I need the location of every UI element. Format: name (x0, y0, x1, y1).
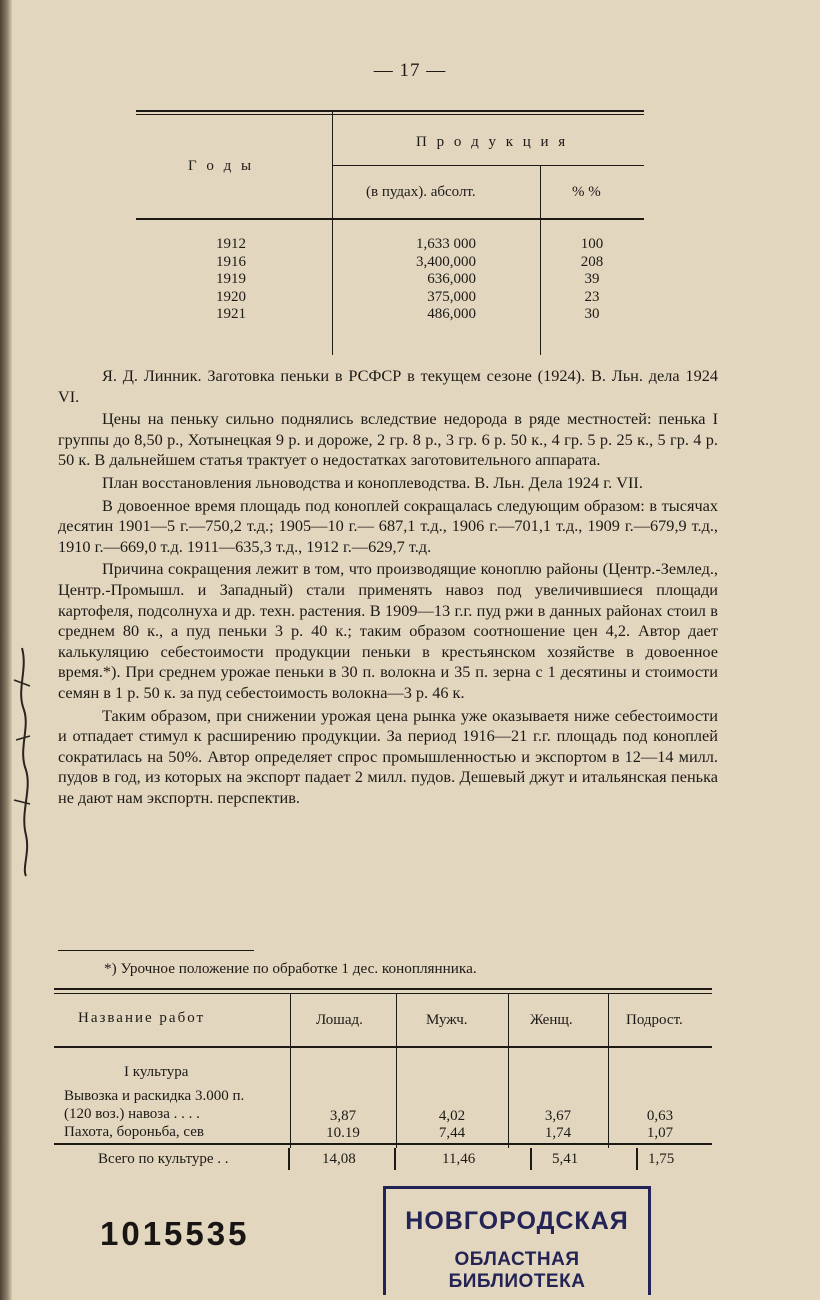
year-cell: 1921 (216, 306, 246, 322)
row-label: (120 воз.) навоза . . . . (64, 1106, 200, 1122)
value-cell: 7,44 (438, 1125, 466, 1141)
header-years: Г о д ы (188, 158, 255, 174)
header-absolute: (в пудах). абсолт. (366, 184, 476, 200)
percent-cell: 100 (580, 236, 604, 252)
table-top-rule (54, 988, 712, 990)
header-work-name: Название работ (78, 1010, 206, 1026)
table-total-rule (54, 1143, 712, 1145)
value-cell: 4,02 (438, 1108, 466, 1124)
paragraph: Таким образом, при снижении урожая цена рынка уже оказываетя ниже себестоимости и отпадает стимул к расширению продукции. За период 1916—21 г.г. площадь под коноплей сократилась на 50%. Автор определяет спрос промышленностью и экспортом в 12—14 милл. пудов в год, из которых на экспорт падает 2 милл. пудов. Дешевый джут и итальянская пенька не дают нам экспортн. перспектив. (58, 705, 718, 807)
total-label: Всего по культуре . . (98, 1151, 229, 1167)
youth-column (608, 1108, 712, 1142)
paragraph: Я. Д. Линник. Заготовка пеньки в РСФСР в текущем сезоне (1924). В. Льн. дела 1924 VI. (58, 366, 718, 406)
percent-cell: 208 (580, 253, 604, 270)
absolute-cell: 636,000 (427, 271, 476, 287)
body-text (58, 366, 718, 810)
absolute-column (398, 236, 476, 324)
table-top-rule (136, 110, 644, 112)
total-cell: 5,41 (552, 1151, 579, 1167)
absolute-cell: 486,000 (427, 306, 476, 322)
header-production: П р о д у к ц и я (416, 134, 569, 150)
stamp-line: НОВГОРОДСКАЯ (405, 1207, 629, 1235)
table-header-rule (136, 218, 644, 220)
total-divider (394, 1148, 396, 1170)
row-label: Вывозка и раскидка 3.000 п. (64, 1088, 245, 1104)
year-cell: 1919 (216, 271, 246, 287)
work-norms-table (54, 988, 712, 1178)
value-cell: 1,74 (544, 1125, 572, 1141)
section-title: I культура (124, 1064, 189, 1080)
paragraph: Цены на пеньку сильно поднялись вследствие недорода в ряде местностей: пенька I группы до 8,50 р., Хотынецкая 9 р. и дороже, 2 гр. 8 р., 3 гр. 6 р. 50 к., 4 гр. 5 р. 25 к., 5 гр. 4 р. 50 к. В дальнейшем статья трактует о недостатках заготовительного аппарата. (58, 409, 718, 470)
table-top-rule-thin (136, 114, 644, 115)
table-header-divider (333, 165, 644, 166)
value-cell: 0,63 (646, 1108, 674, 1124)
total-cell: 14,08 (322, 1151, 356, 1167)
header-women: Женщ. (530, 1012, 573, 1028)
paragraph: План восстановления льноводства и коноплеводства. В. Льн. Дела 1924 г. VII. (102, 472, 643, 492)
total-divider (530, 1148, 532, 1170)
row-label: Пахота, бороньба, сев (64, 1124, 204, 1140)
men-column (396, 1108, 508, 1142)
horse-column (290, 1108, 396, 1142)
table-top-rule-thin (54, 993, 712, 994)
header-percent: % % (572, 184, 601, 200)
absolute-cell: 3,400,000 (416, 253, 476, 270)
women-column (508, 1108, 608, 1142)
total-divider (636, 1148, 638, 1170)
value-cell: 10.19 (326, 1125, 360, 1141)
library-stamp (383, 1186, 651, 1295)
header-youth: Подрост. (626, 1012, 683, 1028)
value-cell: 3,67 (544, 1108, 572, 1124)
stamp-line: ОБЛАСТНАЯ БИБЛИОТЕКА (448, 1249, 586, 1292)
total-cell: 1,75 (648, 1151, 675, 1167)
footnote: *) Урочное положение по обработке 1 дес. коноплянника. (104, 960, 477, 977)
total-cell: 11,46 (442, 1151, 476, 1167)
table-column-divider-2 (540, 166, 541, 355)
absolute-cell: 375,000 (427, 288, 476, 305)
year-cell: 1912 (216, 236, 246, 252)
page-number: — 17 — (373, 60, 447, 81)
year-cell: 1920 (216, 288, 246, 305)
table-column-divider (332, 112, 333, 355)
header-men: Мужч. (426, 1012, 468, 1028)
catalog-number: 1015535 (100, 1215, 250, 1252)
header-horse: Лошад. (316, 1012, 363, 1028)
years-column (216, 236, 246, 324)
value-cell: 1,07 (646, 1125, 674, 1141)
percent-cell: 23 (584, 288, 600, 305)
paragraph: Причина сокращения лежит в том, что производящие коноплю районы (Центр.-Землед., Центр.-Промышл. и Западный) стали применять навоз под увеличившиеся площади картофеля, подсолнуха и др. техн. растения. В 1909—13 г.г. пуд ржи в данных районах стоил в среднем 80 к., а пуд пеньки 3 р. 40 к.; таким образом соотношение цен 4,2. Автор дает калькуляцию себестоимости продукции пеньки в крестьянском хозяйстве в довоенное время.*). При среднем урожае пеньки в 30 п. волокна и 35 п. зерна с 1 десятины и стоимости семян в 1 р. 50 к. за пуд себестоимость волокна—3 р. 46 к. (58, 559, 718, 702)
value-cell: 3,87 (329, 1108, 357, 1124)
production-table (136, 110, 644, 355)
absolute-cell: 1,633 000 (416, 236, 476, 252)
percent-cell: 39 (584, 271, 600, 287)
percent-cell: 30 (584, 306, 600, 322)
table-header-rule (54, 1046, 712, 1048)
total-divider (288, 1148, 290, 1170)
year-cell: 1916 (216, 253, 246, 270)
paragraph: В довоенное время площадь под коноплей сокращалась следующим образом: в тысячах десятин 1901—5 г.—750,2 т.д.; 1905—10 г.— 687,1 т.д., 1906 г.—701,1 т.д., 1909 г.—679,9 т.д., 1910 г.—669,0 т.д. 1911—635,3 т.д., 1912 г.—629,7 т.д. (58, 495, 718, 556)
handwritten-margin-note-icon (4, 640, 44, 880)
percent-column (576, 236, 608, 324)
footnote-rule (58, 950, 254, 951)
